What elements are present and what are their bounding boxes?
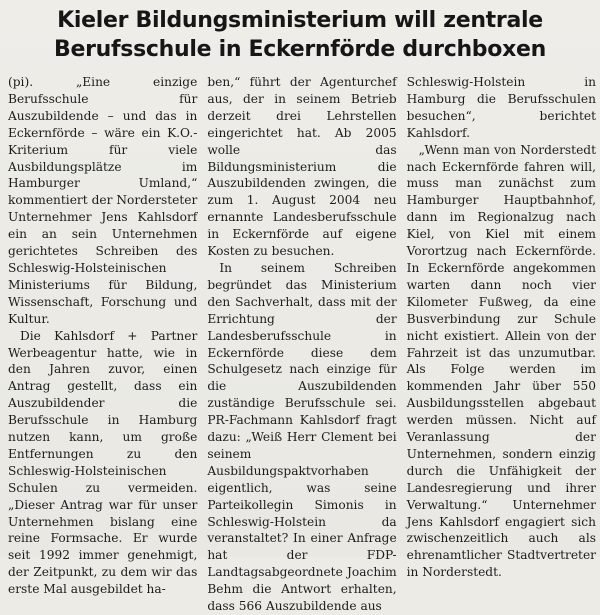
- headline-line-1: Kieler Bildungsministerium will zentrale: [57, 8, 543, 33]
- paragraph: „Wenn man von Norderstedt nach Eckernförde fahren will, muss man zunächst zum Hamburger Hauptbahnhof, dann im Regionalzug nach Kiel, von Kiel mit einem Vorortzug nach Eckernförde. In Eckernförde angekommen warten dann noch vier Kilometer Fußweg, da eine Busverbindung zur Schule nicht existiert. Allein von der Fahrzeit ist das unzumutbar. Als Folge werden im kommenden Jahr über 550 Ausbildungsstellen abgebaut werden müssen. Nicht auf Veranlassung der Unternehmen, sondern einzig durch die Unfähigkeit der Landesregierung und ihrer Verwaltung.“ Unternehmer Jens Kahlsdorf engagiert sich zwischenzeitlich auch als ehrenamtlicher Stadtvertreter in Norderstedt.: [406, 142, 596, 580]
- paragraph: ben,“ führt der Agenturchef aus, der in seinem Betrieb derzeit drei Lehrstellen eingerichtet hat. Ab 2005 wolle das Bildungsministerium die Auszubildenden zwingen, die zum 1. August 2004 neu ernannte Landesberufsschule in Eckernförde auf eigene Kosten zu besuchen.: [207, 75, 397, 259]
- article-column-1: [8, 74, 197, 615]
- paragraph: (pi). „Eine einzige Berufsschule für Auszubildende – und das in Eckernförde – wäre ein K.O.-Kriterium für viele Ausbildungsplätze im Hamburger Umland,“ kommentiert der Nordersteter Unternehmer Jens Kahlsdorf ein an sein Unternehmen gerichtetes Schreiben des Schleswig-Holsteinischen Ministeriums für Bildung, Wissenschaft, Forschung und Kultur.: [8, 75, 198, 326]
- headline-line-2: Berufsschule in Eckernförde durchboxen: [54, 37, 546, 62]
- headline: [0, 0, 600, 64]
- paragraph: Schleswig-Holstein in Hamburg die Berufsschulen besuchen“, berichtet Kahlsdorf.: [406, 75, 596, 140]
- paragraph: Die Kahlsdorf + Partner Werbeagentur hatte, wie in den Jahren zuvor, einen Antrag gestellt, dass ein Auszubildender die Berufsschule in Hamburg nutzen kann, um große Entfernungen zu den Schleswig-Holsteinischen Schulen zu vermeiden. „Dieser Antrag war für unser Unternehmen bislang eine reine Formsache. Er wurde seit 1992 immer genehmigt, der Zeitpunkt, zu dem wir das erste Mal ausgebildet ha-: [8, 328, 198, 597]
- paragraph: In seinem Schreiben begründet das Ministerium den Sachverhalt, dass mit der Errichtung der Landesberufsschule in Eckernförde diese dem Schulgesetz nach einzige für die Auszubildenden zuständige Berufsschule sei. PR-Fachmann Kahlsdorf fragt dazu: „Weiß Herr Clement bei seinem Ausbildungspaktvorhaben eigentlich, was seine Parteikollegin Simonis in Schleswig-Holstein da veranstaltet? In einer Anfrage hat der FDP-Landtagsabgeordnete Joachim Behm die Antwort erhalten, dass 566 Auszubildende aus: [207, 260, 397, 614]
- article-column-2: [207, 74, 396, 615]
- article-body: [8, 74, 596, 615]
- article-column-3: [407, 74, 596, 615]
